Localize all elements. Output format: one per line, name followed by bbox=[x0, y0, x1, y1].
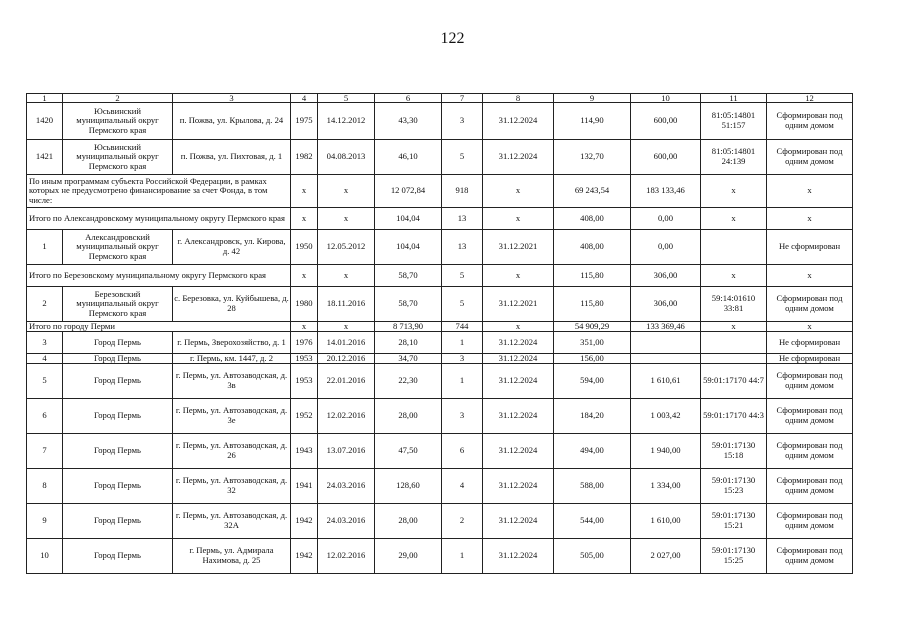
total-value: x bbox=[483, 322, 554, 332]
area-value: 58,70 bbox=[375, 287, 442, 322]
plot-status: Сформирован под одним домом bbox=[767, 504, 853, 539]
table-row bbox=[27, 434, 853, 469]
planned-date: 31.12.2024 bbox=[483, 434, 554, 469]
plot-area: 1 940,00 bbox=[631, 434, 701, 469]
residents-count: 1 bbox=[442, 332, 483, 354]
recognition-date: 14.12.2012 bbox=[318, 103, 375, 140]
table-row bbox=[27, 539, 853, 574]
residents-count: 4 bbox=[442, 469, 483, 504]
cadastral-number: 81:05:14801 51:157 bbox=[701, 103, 767, 140]
table-row bbox=[27, 230, 853, 265]
year-built: 1980 bbox=[291, 287, 318, 322]
total-value: 69 243,54 bbox=[554, 175, 631, 208]
year-built: 1976 bbox=[291, 332, 318, 354]
cadastral-number bbox=[701, 332, 767, 354]
recognition-date: 12.02.2016 bbox=[318, 399, 375, 434]
total-row bbox=[27, 208, 853, 230]
area-value: 34,70 bbox=[375, 354, 442, 364]
total-value: x bbox=[318, 265, 375, 287]
house-address: г. Пермь, ул. Автозаводская, д. 3е bbox=[173, 399, 291, 434]
column-header: 3 bbox=[173, 94, 291, 103]
total-value: 408,00 bbox=[554, 208, 631, 230]
municipality-name: Александровский муниципальный округ Пермского края bbox=[63, 230, 173, 265]
column-header-row bbox=[27, 94, 853, 103]
area-value: 22,30 bbox=[375, 364, 442, 399]
area-value: 28,10 bbox=[375, 332, 442, 354]
area-value: 104,04 bbox=[375, 230, 442, 265]
land-area: 184,20 bbox=[554, 399, 631, 434]
plot-area: 1 003,42 bbox=[631, 399, 701, 434]
municipality-name: Город Пермь bbox=[63, 399, 173, 434]
cadastral-number bbox=[701, 354, 767, 364]
land-area: 351,00 bbox=[554, 332, 631, 354]
plot-area: 0,00 bbox=[631, 230, 701, 265]
house-address: с. Березовка, ул. Куйбышева, д. 28 bbox=[173, 287, 291, 322]
municipality-name: Город Пермь bbox=[63, 504, 173, 539]
plot-status: Не сформирован bbox=[767, 332, 853, 354]
municipality-name: Юсьвинский муниципальный округ Пермского края bbox=[63, 103, 173, 140]
planned-date: 31.12.2024 bbox=[483, 539, 554, 574]
recognition-date: 20.12.2016 bbox=[318, 354, 375, 364]
cadastral-number: 59:01:17130 15:23 bbox=[701, 469, 767, 504]
municipality-name: Город Пермь bbox=[63, 364, 173, 399]
row-number: 9 bbox=[27, 504, 63, 539]
row-number: 3 bbox=[27, 332, 63, 354]
row-number: 5 bbox=[27, 364, 63, 399]
plot-status: Сформирован под одним домом bbox=[767, 434, 853, 469]
land-area: 544,00 bbox=[554, 504, 631, 539]
recognition-date: 18.11.2016 bbox=[318, 287, 375, 322]
plot-status: Не сформирован bbox=[767, 230, 853, 265]
plot-area: 1 334,00 bbox=[631, 469, 701, 504]
land-area: 594,00 bbox=[554, 364, 631, 399]
table-row bbox=[27, 332, 853, 354]
year-built: 1982 bbox=[291, 140, 318, 175]
column-header: 4 bbox=[291, 94, 318, 103]
recognition-date: 22.01.2016 bbox=[318, 364, 375, 399]
residents-count: 2 bbox=[442, 504, 483, 539]
total-value: x bbox=[291, 322, 318, 332]
row-number: 6 bbox=[27, 399, 63, 434]
planned-date: 31.12.2024 bbox=[483, 399, 554, 434]
row-number: 4 bbox=[27, 354, 63, 364]
cadastral-number: 59:01:17170 44:7 bbox=[701, 364, 767, 399]
total-value: 58,70 bbox=[375, 265, 442, 287]
plot-area: 1 610,00 bbox=[631, 504, 701, 539]
municipality-name: Березовский муниципальный округ Пермского края bbox=[63, 287, 173, 322]
total-value: x bbox=[483, 175, 554, 208]
total-value: x bbox=[318, 208, 375, 230]
year-built: 1943 bbox=[291, 434, 318, 469]
residents-count: 6 bbox=[442, 434, 483, 469]
row-number: 2 bbox=[27, 287, 63, 322]
plot-status: Сформирован под одним домом bbox=[767, 103, 853, 140]
table-row bbox=[27, 354, 853, 364]
residents-count: 5 bbox=[442, 287, 483, 322]
recognition-date: 24.03.2016 bbox=[318, 504, 375, 539]
land-area: 132,70 bbox=[554, 140, 631, 175]
plot-status: Сформирован под одним домом bbox=[767, 469, 853, 504]
land-area: 494,00 bbox=[554, 434, 631, 469]
total-value: 306,00 bbox=[631, 265, 701, 287]
year-built: 1941 bbox=[291, 469, 318, 504]
cadastral-number: 59:01:17130 15:21 bbox=[701, 504, 767, 539]
total-label: Итого по Александровскому муниципальному округу Пермского края bbox=[27, 208, 291, 230]
plot-status: Сформирован под одним домом bbox=[767, 399, 853, 434]
total-row bbox=[27, 265, 853, 287]
total-value: x bbox=[483, 208, 554, 230]
cadastral-number: 81:05:14801 24:139 bbox=[701, 140, 767, 175]
total-value: 54 909,29 bbox=[554, 322, 631, 332]
land-area: 408,00 bbox=[554, 230, 631, 265]
plot-area: 306,00 bbox=[631, 287, 701, 322]
recognition-date: 12.02.2016 bbox=[318, 539, 375, 574]
total-value: 133 369,46 bbox=[631, 322, 701, 332]
plot-area: 600,00 bbox=[631, 103, 701, 140]
year-built: 1942 bbox=[291, 504, 318, 539]
area-value: 28,00 bbox=[375, 399, 442, 434]
total-value: 13 bbox=[442, 208, 483, 230]
land-area: 505,00 bbox=[554, 539, 631, 574]
residents-count: 1 bbox=[442, 539, 483, 574]
cadastral-number bbox=[701, 230, 767, 265]
table-row bbox=[27, 140, 853, 175]
total-value: x bbox=[291, 208, 318, 230]
planned-date: 31.12.2024 bbox=[483, 140, 554, 175]
table-row bbox=[27, 287, 853, 322]
total-value: x bbox=[701, 175, 767, 208]
total-value: 183 133,46 bbox=[631, 175, 701, 208]
municipality-name: Город Пермь bbox=[63, 354, 173, 364]
total-value: x bbox=[318, 322, 375, 332]
land-area: 156,00 bbox=[554, 354, 631, 364]
register-table bbox=[26, 93, 853, 574]
column-header: 12 bbox=[767, 94, 853, 103]
residents-count: 3 bbox=[442, 103, 483, 140]
year-built: 1950 bbox=[291, 230, 318, 265]
planned-date: 31.12.2024 bbox=[483, 504, 554, 539]
row-number: 8 bbox=[27, 469, 63, 504]
land-area: 114,90 bbox=[554, 103, 631, 140]
column-header: 6 bbox=[375, 94, 442, 103]
plot-status: Сформирован под одним домом bbox=[767, 539, 853, 574]
total-value: 744 bbox=[442, 322, 483, 332]
total-value: x bbox=[483, 265, 554, 287]
planned-date: 31.12.2021 bbox=[483, 230, 554, 265]
table-row bbox=[27, 103, 853, 140]
area-value: 46,10 bbox=[375, 140, 442, 175]
total-value: x bbox=[291, 175, 318, 208]
column-header: 7 bbox=[442, 94, 483, 103]
total-value: 8 713,90 bbox=[375, 322, 442, 332]
total-value: 918 bbox=[442, 175, 483, 208]
cadastral-number: 59:14:01610 33:81 bbox=[701, 287, 767, 322]
total-value: x bbox=[701, 322, 767, 332]
land-area: 588,00 bbox=[554, 469, 631, 504]
residents-count: 13 bbox=[442, 230, 483, 265]
house-address: г. Пермь, ул. Автозаводская, д. 3в bbox=[173, 364, 291, 399]
house-address: г. Пермь, км. 1447, д. 2 bbox=[173, 354, 291, 364]
plot-area: 2 027,00 bbox=[631, 539, 701, 574]
plot-status: Сформирован под одним домом bbox=[767, 140, 853, 175]
residents-count: 1 bbox=[442, 364, 483, 399]
column-header: 5 bbox=[318, 94, 375, 103]
municipality-name: Город Пермь bbox=[63, 332, 173, 354]
column-header: 11 bbox=[701, 94, 767, 103]
cadastral-number: 59:01:17130 15:25 bbox=[701, 539, 767, 574]
house-address: г. Пермь, Зверохозяйство, д. 1 bbox=[173, 332, 291, 354]
total-value: x bbox=[701, 208, 767, 230]
row-number: 10 bbox=[27, 539, 63, 574]
table-row bbox=[27, 504, 853, 539]
total-value: x bbox=[767, 208, 853, 230]
plot-status: Сформирован под одним домом bbox=[767, 287, 853, 322]
total-label: По иным программам субъекта Российской Федерации, в рамках которых не предусмотрено финансирование за счет Фонда, в том числе: bbox=[27, 175, 291, 208]
table-row bbox=[27, 399, 853, 434]
municipality-name: Юсьвинский муниципальный округ Пермского края bbox=[63, 140, 173, 175]
municipality-name: Город Пермь bbox=[63, 469, 173, 504]
total-value: 104,04 bbox=[375, 208, 442, 230]
planned-date: 31.12.2024 bbox=[483, 354, 554, 364]
cadastral-number: 59:01:17130 15:18 bbox=[701, 434, 767, 469]
house-address: г. Пермь, ул. Автозаводская, д. 26 bbox=[173, 434, 291, 469]
land-area: 115,80 bbox=[554, 287, 631, 322]
year-built: 1953 bbox=[291, 354, 318, 364]
total-value: x bbox=[767, 322, 853, 332]
total-value: 115,80 bbox=[554, 265, 631, 287]
year-built: 1953 bbox=[291, 364, 318, 399]
total-row bbox=[27, 322, 853, 332]
table-row bbox=[27, 364, 853, 399]
cadastral-number: 59:01:17170 44:3 bbox=[701, 399, 767, 434]
house-address: г. Александровск, ул. Кирова, д. 42 bbox=[173, 230, 291, 265]
column-header: 10 bbox=[631, 94, 701, 103]
total-row bbox=[27, 175, 853, 208]
house-address: г. Пермь, ул. Адмирала Нахимова, д. 25 bbox=[173, 539, 291, 574]
row-number: 1420 bbox=[27, 103, 63, 140]
municipality-name: Город Пермь bbox=[63, 539, 173, 574]
total-label: Итого по городу Перми bbox=[27, 322, 291, 332]
planned-date: 31.12.2024 bbox=[483, 364, 554, 399]
year-built: 1942 bbox=[291, 539, 318, 574]
column-header: 2 bbox=[63, 94, 173, 103]
plot-area bbox=[631, 354, 701, 364]
plot-area bbox=[631, 332, 701, 354]
municipality-name: Город Пермь bbox=[63, 434, 173, 469]
total-label: Итого по Березовскому муниципальному округу Пермского края bbox=[27, 265, 291, 287]
house-address: г. Пермь, ул. Автозаводская, д. 32А bbox=[173, 504, 291, 539]
house-address: п. Пожва, ул. Крылова, д. 24 bbox=[173, 103, 291, 140]
recognition-date: 14.01.2016 bbox=[318, 332, 375, 354]
planned-date: 31.12.2021 bbox=[483, 287, 554, 322]
column-header: 1 bbox=[27, 94, 63, 103]
plot-status: Сформирован под одним домом bbox=[767, 364, 853, 399]
area-value: 43,30 bbox=[375, 103, 442, 140]
recognition-date: 13.07.2016 bbox=[318, 434, 375, 469]
page-number: 122 bbox=[440, 30, 465, 47]
plot-area: 600,00 bbox=[631, 140, 701, 175]
total-value: 0,00 bbox=[631, 208, 701, 230]
residents-count: 3 bbox=[442, 399, 483, 434]
row-number: 1421 bbox=[27, 140, 63, 175]
plot-area: 1 610,61 bbox=[631, 364, 701, 399]
area-value: 47,50 bbox=[375, 434, 442, 469]
planned-date: 31.12.2024 bbox=[483, 103, 554, 140]
residents-count: 5 bbox=[442, 140, 483, 175]
column-header: 8 bbox=[483, 94, 554, 103]
table-row bbox=[27, 469, 853, 504]
total-value: x bbox=[318, 175, 375, 208]
column-header: 9 bbox=[554, 94, 631, 103]
total-value: x bbox=[767, 265, 853, 287]
area-value: 29,00 bbox=[375, 539, 442, 574]
area-value: 28,00 bbox=[375, 504, 442, 539]
recognition-date: 24.03.2016 bbox=[318, 469, 375, 504]
recognition-date: 04.08.2013 bbox=[318, 140, 375, 175]
area-value: 128,60 bbox=[375, 469, 442, 504]
house-address: г. Пермь, ул. Автозаводская, д. 32 bbox=[173, 469, 291, 504]
row-number: 7 bbox=[27, 434, 63, 469]
total-value: x bbox=[291, 265, 318, 287]
recognition-date: 12.05.2012 bbox=[318, 230, 375, 265]
residents-count: 3 bbox=[442, 354, 483, 364]
planned-date: 31.12.2024 bbox=[483, 469, 554, 504]
year-built: 1975 bbox=[291, 103, 318, 140]
total-value: 5 bbox=[442, 265, 483, 287]
total-value: x bbox=[767, 175, 853, 208]
total-value: x bbox=[701, 265, 767, 287]
house-address: п. Пожва, ул. Пихтовая, д. 1 bbox=[173, 140, 291, 175]
plot-status: Не сформирован bbox=[767, 354, 853, 364]
year-built: 1952 bbox=[291, 399, 318, 434]
row-number: 1 bbox=[27, 230, 63, 265]
total-value: 12 072,84 bbox=[375, 175, 442, 208]
planned-date: 31.12.2024 bbox=[483, 332, 554, 354]
